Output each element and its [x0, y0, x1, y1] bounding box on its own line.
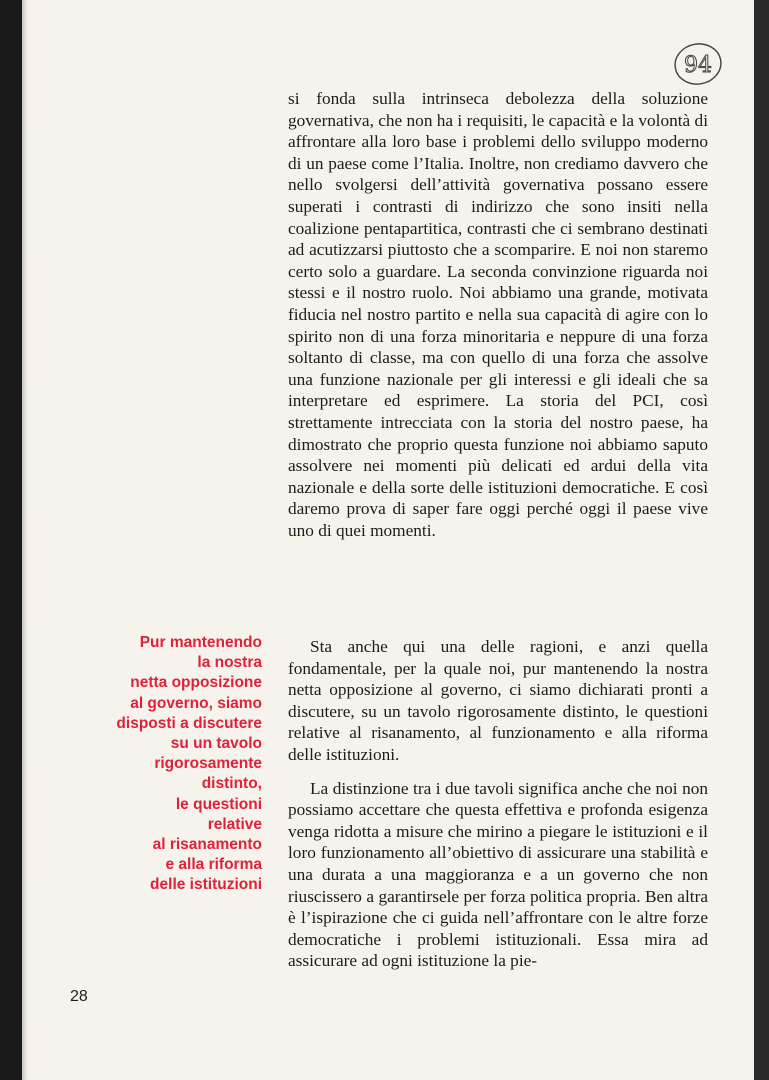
pull-quote-line: Pur mantenendo [139, 634, 262, 651]
pull-quote-line: e alla riforma [165, 856, 262, 874]
main-text-block [288, 636, 708, 972]
page-edge [754, 0, 769, 1080]
continued-text-block [288, 88, 708, 541]
pull-quote-line: delle istituzioni [150, 876, 262, 894]
pull-quote-line: netta opposizione [130, 674, 262, 692]
pull-quote-line: disposti a discutere [116, 714, 262, 732]
paragraph: si fonda sulla intrinseca debolezza della soluzione governativa, che non ha i requisiti, le capacità e la volontà di affrontare alla loro base i problemi dello sviluppo moderno di un paese come l’Italia. Inoltre, non crediamo davvero che nello svolgersi dell’attività governativa possano essere superati i contrasti di indirizzo che sono insiti nella coalizione pentapartitica, contrasti che ci sembrano destinati ad acutizzarsi piuttosto che a scomparire. E noi non staremo certo solo a guardare. La seconda convinzione riguarda noi stessi e il nostro ruolo. Noi abbiamo una grande, motivata fiducia nel nostro partito e nella sua capacità di agire con lo spirito non di una forza minoritaria e neppure di una forza soltanto di classe, ma con quello di una forza che assolve una funzione nazionale per gli interessi e gli ideali che sa interpretare ed esprimere. La storia del PCI, così strettamente intrecciata con la storia del nostro paese, ha dimostrato che proprio questa funzione noi abbiamo saputo assolvere nei momenti più delicati ed ardui della vita nazionale e della sorte delle istituzioni democratiche. E così daremo prova di saper fare oggi perché oggi il paese vive uno di quei momenti. [288, 89, 708, 540]
pull-quote-line: al risanamento [152, 836, 262, 854]
scan-shadow [22, 0, 28, 1080]
pull-quote-sidebar [90, 633, 262, 896]
pull-quote-line: la nostra [197, 654, 262, 672]
pull-quote-line: distinto, [201, 775, 262, 793]
archive-stamp [672, 40, 724, 88]
pull-quote-line: le questioni [175, 795, 262, 813]
pull-quote-line: rigorosamente [154, 755, 262, 773]
stamp-number: 94 [684, 53, 712, 78]
pull-quote-line: relative [207, 815, 262, 833]
paragraph: La distinzione tra i due tavoli significa anche che noi non possiamo accettare che questa effettiva e profonda esigenza venga ridotta a misure che mirino a piegare le istituzioni e il loro funzionamento all’obiettivo di assicurare una stabilità e una durata a una maggioranza e a un governo che non riuscissero a garantirsele per forza politica propria. Ben altra è l’ispirazione che ci guida nell’affrontare con le altre forze democratiche i problemi istituzionali. Essa mira ad assicurare ad ogni istituzione la pie- [288, 778, 708, 971]
pull-quote-line: al governo, siamo [130, 694, 262, 712]
page-number: 28 [70, 988, 88, 1005]
pull-quote-line: su un tavolo [170, 735, 262, 753]
paragraph: Sta anche qui una delle ragioni, e anzi quella fondamentale, per la quale noi, pur mantenendo la nostra netta opposizione al governo, ci siamo dichiarati pronti a discutere, su un tavolo rigorosamente distinto, le questioni relative al risanamento, al funzionamento e alla riforma delle istituzioni. [288, 637, 708, 764]
